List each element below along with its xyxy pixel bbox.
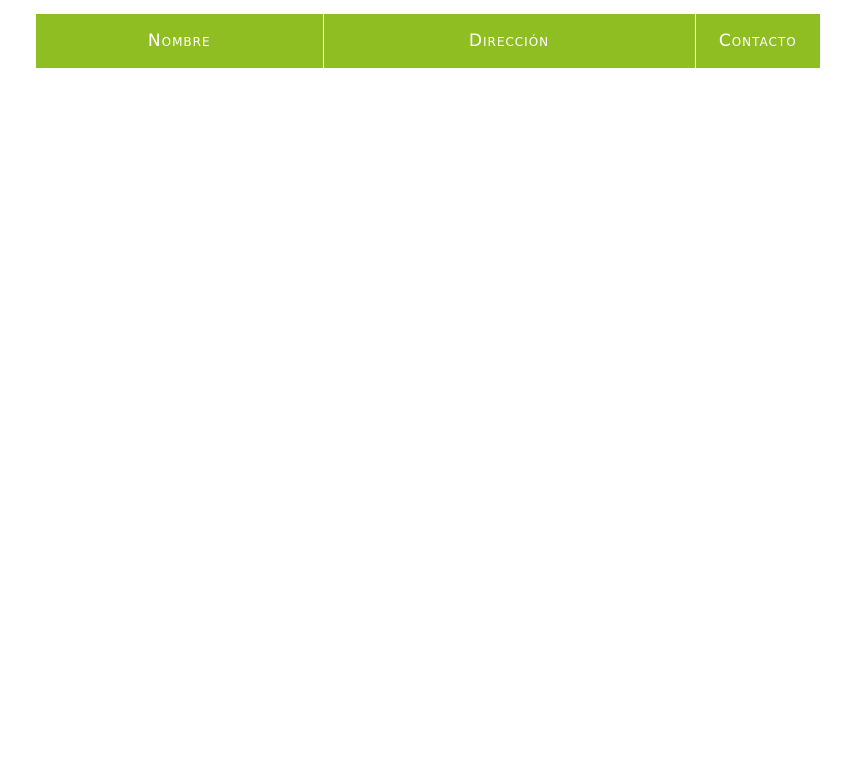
directory-table-container — [36, 14, 820, 68]
table-header — [36, 14, 820, 68]
directory-table — [36, 14, 820, 68]
column-header-nombre: Nombre — [36, 14, 323, 68]
column-header-direccion: Dirección — [323, 14, 695, 68]
column-header-contacto: Contacto — [695, 14, 820, 68]
table-header-row — [36, 14, 820, 68]
